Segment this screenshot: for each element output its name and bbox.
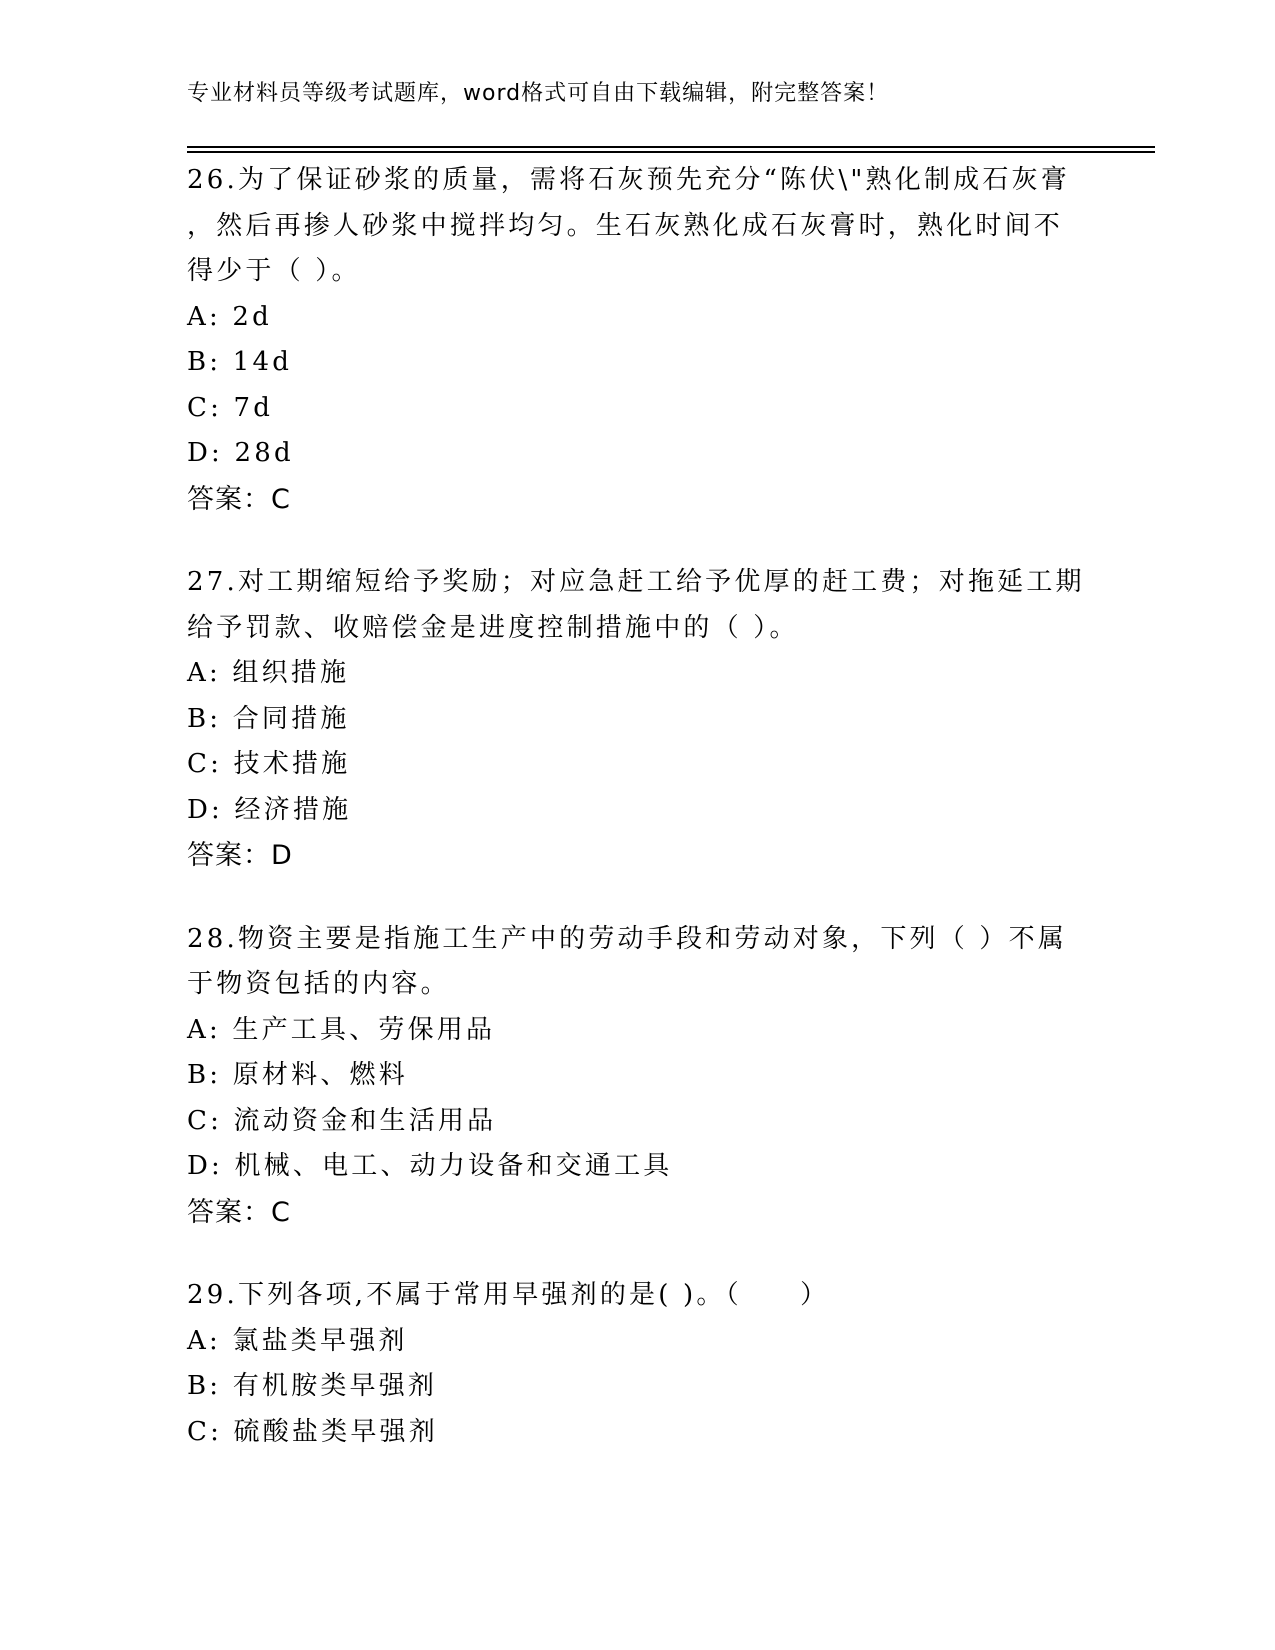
option-d: D: 经济措施 (187, 794, 352, 825)
header-rule-top (187, 146, 1155, 148)
question-stem-line: 给予罚款、收赔偿金是进度控制措施中的（ ）。 (187, 612, 799, 643)
option-b: B: 14d (187, 347, 293, 377)
option-a: A: 组织措施 (187, 658, 350, 688)
question-stem-line: ，然后再掺人砂浆中搅拌均匀。生石灰熟化成石灰膏时，熟化时间不 (187, 210, 1064, 241)
question-28 (187, 917, 1087, 1236)
question-27 (187, 560, 1087, 879)
question-29 (187, 1273, 1087, 1455)
answer-label: 答案：D (187, 840, 293, 871)
option-a: A: 生产工具、劳保用品 (187, 1014, 496, 1045)
question-stem-line: 28.物资主要是指施工生产中的劳动手段和劳动对象，下列（ ）不属 (187, 923, 1068, 954)
question-stem-line: 27.对工期缩短给予奖励；对应急赶工给予优厚的赶工费；对拖延工期 (187, 567, 1085, 597)
option-b: B: 原材料、燃料 (187, 1060, 408, 1090)
answer-label: 答案：C (187, 1196, 291, 1228)
question-stem-line: 26.为了保证砂浆的质量，需将石灰预先充分“陈伏\"熟化制成石灰膏 (187, 165, 1070, 195)
option-d: D: 28d (187, 438, 294, 468)
option-b: B: 有机胺类早强剂 (187, 1371, 438, 1401)
option-c: C: 7d (187, 392, 274, 423)
option-c: C: 硫酸盐类早强剂 (187, 1416, 438, 1447)
question-list (187, 158, 1087, 1493)
page-header: 专业材料员等级考试题库，word格式可自由下载编辑，附完整答案！ (187, 81, 890, 106)
option-a: A: 2d (187, 301, 272, 332)
question-stem-line: 29.下列各项,不属于常用早强剂的是( )。（ ） (187, 1280, 830, 1310)
question-stem-line: 得少于（ ）。 (187, 256, 361, 286)
header-rule-bottom (187, 151, 1155, 153)
option-a: A: 氯盐类早强剂 (187, 1325, 408, 1356)
option-b: B: 合同措施 (187, 703, 350, 734)
option-d: D: 机械、电工、动力设备和交通工具 (187, 1151, 673, 1181)
question-stem-line: 于物资包括的内容。 (187, 969, 450, 999)
option-c: C: 技术措施 (187, 749, 351, 779)
answer-label: 答案：C (187, 483, 291, 515)
question-26 (187, 158, 1087, 522)
option-c: C: 流动资金和生活用品 (187, 1105, 497, 1136)
